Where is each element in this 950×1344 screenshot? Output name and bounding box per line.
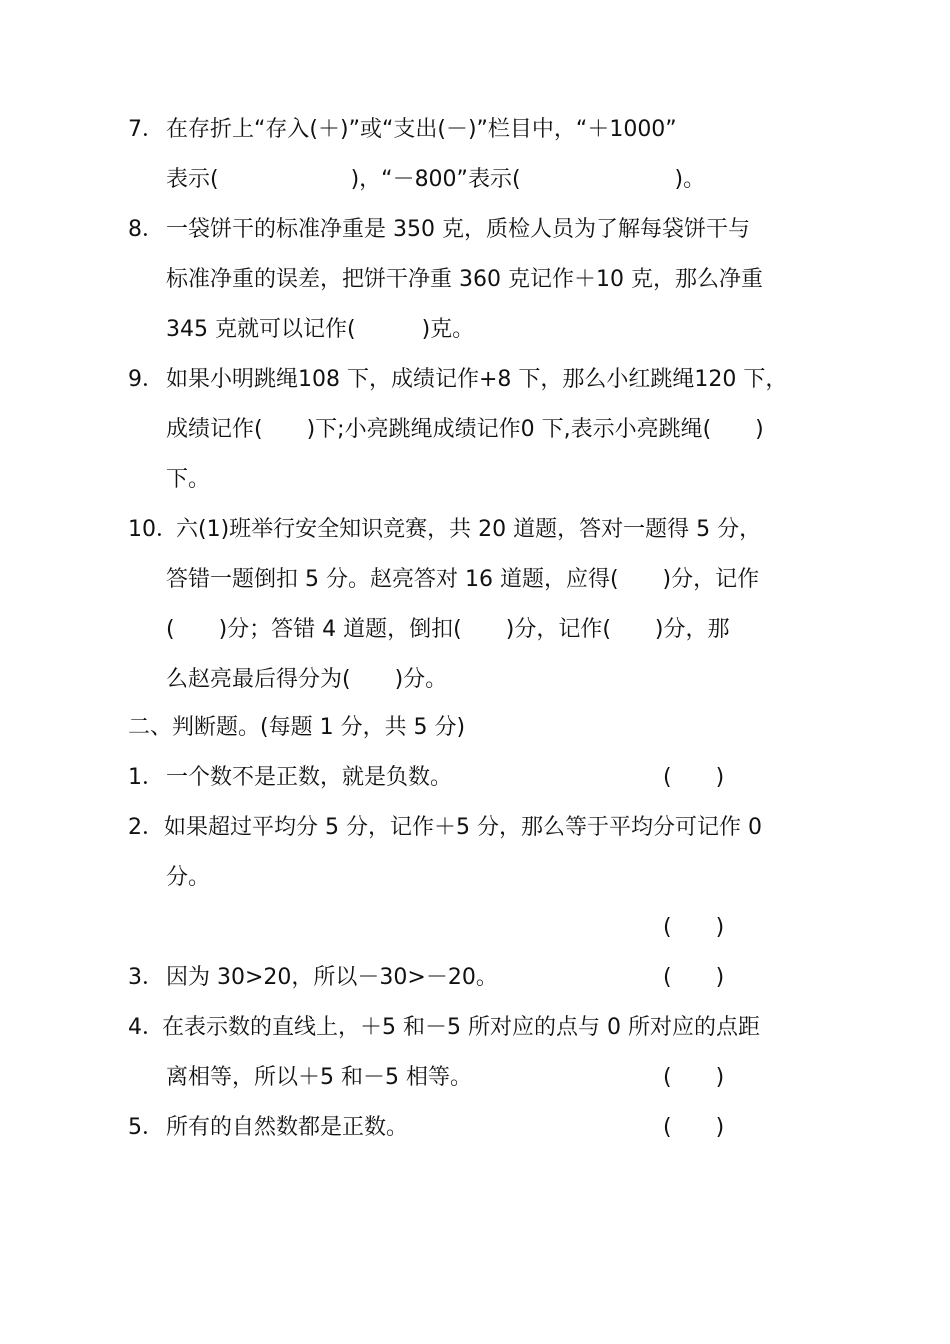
judge-number-4: 4．: [128, 1015, 164, 1040]
question-8-line-3: 345 克就可以记作( )克。: [166, 317, 475, 342]
question-number-8: 8．: [128, 217, 164, 242]
judge-5-line-1: 所有的自然数都是正数。: [166, 1115, 409, 1140]
judge-2-line-1: 如果超过平均分 5 分，记作＋5 分，那么等于平均分可记作 0: [164, 815, 762, 840]
judge-4-line-1: 在表示数的直线上，＋5 和－5 所对应的点与 0 所对应的点距: [162, 1015, 760, 1040]
question-number-7: 7．: [128, 117, 164, 142]
question-9-line-2: 成绩记作( )下;小亮跳绳成绩记作0 下,表示小亮跳绳( ): [166, 417, 764, 442]
question-7-line-1: 在存折上“存入(＋)”或“支出(－)”栏目中，“＋1000”: [166, 117, 677, 142]
question-10-line-3: ( )分；答错 4 道题，倒扣( )分，记作( )分，那: [166, 617, 730, 642]
judge-number-2: 2．: [128, 815, 164, 840]
judge-number-1: 1．: [128, 765, 164, 790]
question-9-line-3: 下。: [166, 467, 211, 492]
judge-1-answer-paren: ( ): [663, 765, 725, 790]
question-10-line-2: 答错一题倒扣 5 分。赵亮答对 16 道题，应得( )分，记作: [166, 567, 760, 592]
judge-4-answer-paren: ( ): [663, 1065, 725, 1090]
question-number-10: 10．: [128, 517, 178, 542]
question-8-line-2: 标准净重的误差，把饼干净重 360 克记作＋10 克，那么净重: [166, 267, 763, 292]
section-title: 二、判断题。(每题 1 分，共 5 分): [128, 715, 466, 740]
judge-number-5: 5．: [128, 1115, 164, 1140]
question-7-line-2: 表示( )，“－800”表示( )。: [166, 167, 706, 192]
question-10-line-4: 么赵亮最后得分为( )分。: [166, 667, 448, 692]
question-10-line-1: 六(1)班举行安全知识竞赛，共 20 道题，答对一题得 5 分，: [176, 517, 762, 542]
judge-2-line-2: 分。: [166, 865, 211, 890]
judge-4-line-2: 离相等，所以＋5 和－5 相等。: [166, 1065, 472, 1090]
question-8-line-1: 一袋饼干的标准净重是 350 克，质检人员为了解每袋饼干与: [166, 217, 750, 242]
judge-1-line-1: 一个数不是正数，就是负数。: [166, 765, 453, 790]
judge-3-line-1: 因为 30>20，所以－30>－20。: [166, 965, 498, 990]
judge-number-3: 3．: [128, 965, 164, 990]
judge-5-answer-paren: ( ): [663, 1115, 725, 1140]
question-9-line-1: 如果小明跳绳108 下，成绩记作+8 下，那么小红跳绳120 下，: [166, 367, 788, 392]
judge-3-answer-paren: ( ): [663, 965, 725, 990]
judge-2-answer-paren: ( ): [663, 915, 725, 940]
question-number-9: 9．: [128, 367, 164, 392]
